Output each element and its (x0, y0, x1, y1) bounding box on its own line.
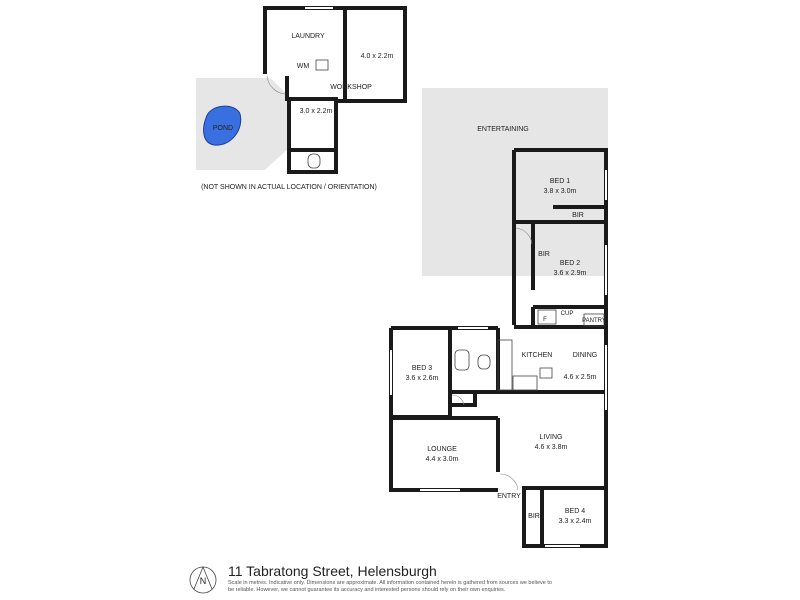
toilet (308, 154, 320, 168)
label-lounge-size: 4.4 x 3.0m (425, 456, 459, 463)
label-workshop-size-a: 4.0 x 2.2m (360, 53, 394, 60)
label-bir2: BIR (538, 251, 550, 258)
label-dining: DINING (572, 352, 598, 359)
label-note: (NOT SHOWN IN ACTUAL LOCATION / ORIENTATION) (201, 184, 377, 191)
label-bed2: BED 2 (559, 260, 581, 267)
label-bir4: BIR (528, 513, 540, 520)
label-cup: CUP (560, 311, 574, 317)
label-bed3-size: 3.6 x 2.6m (405, 375, 439, 382)
label-bed4-size: 3.3 x 2.4m (558, 518, 592, 525)
label-entertaining: ENTERTAINING (477, 126, 529, 133)
disclaimer: Scale in metres. Indicative only. Dimensions are approximate. All information contained herein is gathered from sources we believe to be reliable. However, we cannot guarantee its accuracy and interested persons should rely on their own enquiries. (228, 580, 552, 593)
label-bed1-size: 3.8 x 3.0m (543, 188, 577, 195)
label-lounge: LOUNGE (427, 446, 457, 453)
label-bed3: BED 3 (411, 365, 433, 372)
label-entry: ENTRY (497, 493, 521, 500)
label-workshop: WORKSHOP (330, 84, 372, 91)
label-pantry: PANTRY (582, 318, 606, 324)
label-living-size: 4.6 x 3.8m (534, 444, 568, 451)
laundry-tub (316, 60, 328, 70)
label-workshop-size-b: 3.0 x 2.2m (299, 108, 333, 115)
label-dining-size: 4.6 x 2.5m (563, 374, 597, 381)
address: 11 Tabratong Street, Helensburgh (228, 563, 437, 579)
label-bed4: BED 4 (564, 508, 586, 515)
label-bed1: BED 1 (549, 178, 571, 185)
label-f: F (543, 317, 547, 323)
label-kitchen: KITCHEN (521, 352, 553, 359)
label-living: LIVING (539, 434, 563, 441)
label-laundry: LAUNDRY (291, 33, 325, 40)
label-bed2-size: 3.6 x 2.9m (553, 270, 587, 277)
label-pond: POND (212, 125, 234, 132)
compass-label: N (199, 576, 207, 586)
label-bir1: BIR (572, 212, 584, 219)
compass-icon (190, 567, 216, 593)
label-wm: WM (296, 63, 310, 70)
